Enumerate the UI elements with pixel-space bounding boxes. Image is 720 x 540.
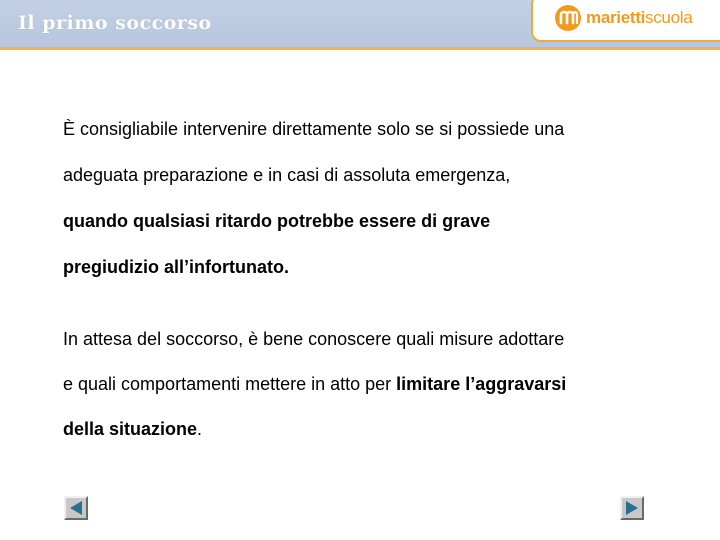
paragraph-2-line-3-bold: della situazione [63, 419, 198, 439]
paragraph-2-line-2-bold: limitare l’aggravarsi [396, 374, 567, 394]
paragraph-1-line-1: È consigliabile intervenire direttamente solo se si possiede una [63, 119, 565, 139]
previous-slide-button[interactable] [64, 496, 88, 520]
triangle-left-icon [68, 500, 84, 516]
triangle-right-icon [624, 500, 640, 516]
brand-name [586, 8, 692, 28]
brand-name-part1: marietti [586, 8, 646, 27]
header-divider [0, 47, 720, 50]
mm-logo-icon [555, 5, 581, 31]
brand-name-part2: scuola [645, 8, 693, 27]
main-content [63, 118, 663, 463]
next-slide-button[interactable] [620, 496, 644, 520]
paragraph-2 [63, 328, 663, 441]
paragraph-2-line-3-end: . [197, 419, 203, 439]
paragraph-2-line-1: In attesa del soccorso, è bene conoscere quali misure adottare [63, 329, 565, 349]
paragraph-1-line-3: quando qualsiasi ritardo potrebbe essere di grave [63, 211, 491, 231]
paragraph-1-line-4: pregiudizio all’infortunato. [63, 257, 289, 277]
paragraph-1-line-2: adeguata preparazione e in casi di assoluta emergenza, [63, 165, 511, 185]
paragraph-2-line-2-text: e quali comportamenti mettere in atto per [63, 374, 397, 394]
paragraph-2-line-3 [63, 418, 663, 441]
paragraph-2-line-2 [63, 373, 663, 396]
paragraph-1 [63, 118, 663, 279]
page-title: Il primo soccorso [18, 12, 212, 34]
